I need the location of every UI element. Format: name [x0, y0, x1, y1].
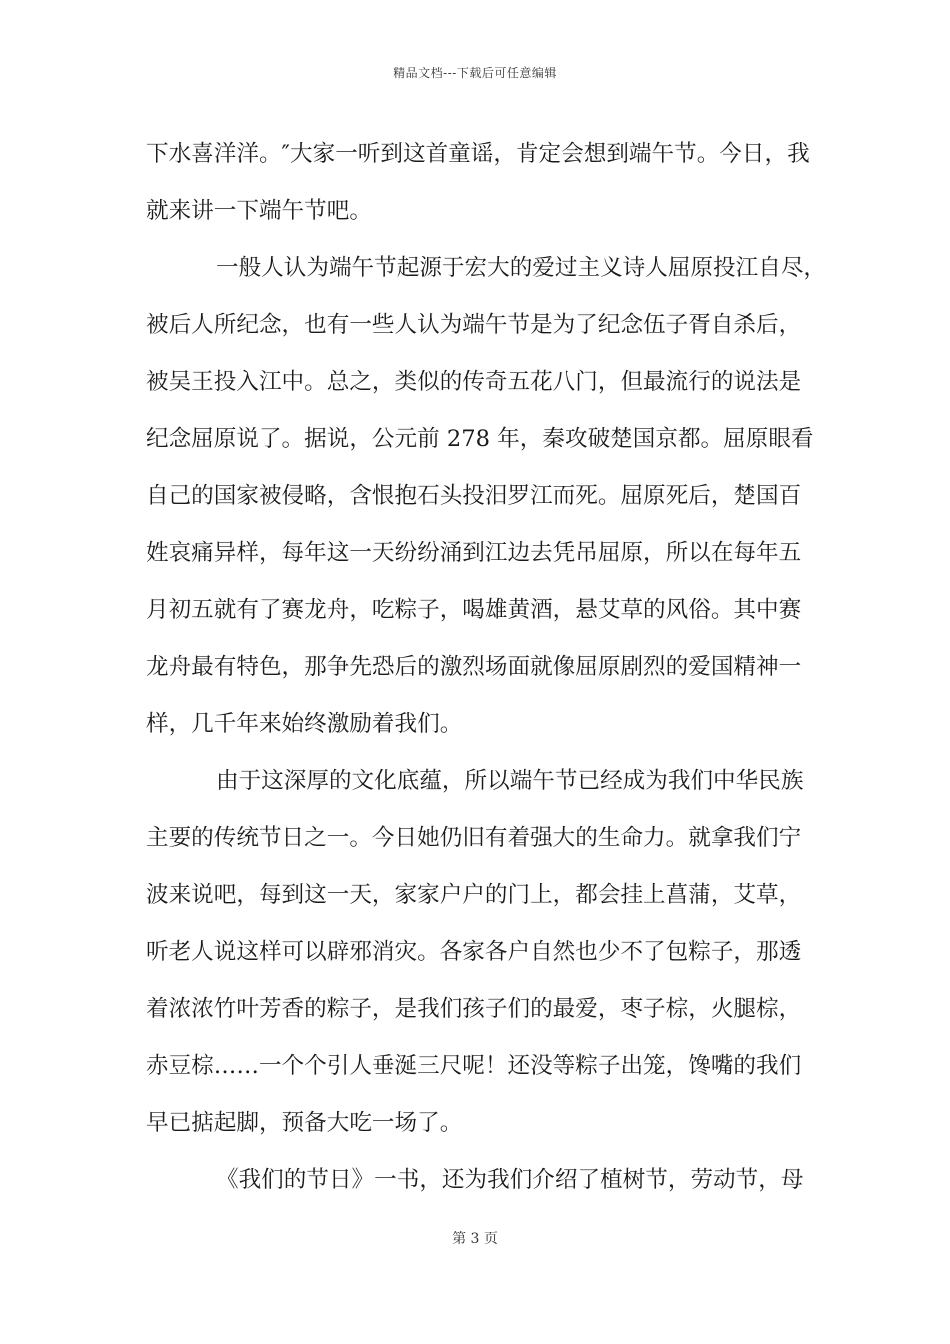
text-line: 纪念屈原说了。据说，公元前 278 年，秦攻破楚国京都。屈原眼看 [146, 426, 814, 452]
text-line: 就来讲一下端午节吧。 [146, 198, 372, 224]
text-line: 赤豆棕……一个个引人垂涎三尺呢！还没等粽子出笼，馋嘴的我们 [146, 1053, 802, 1079]
page-number: 第 3 页 [452, 1231, 498, 1247]
text-line: 姓哀痛异样，每年这一天纷纷涌到江边去凭吊屈原，所以在每年五 [146, 540, 802, 566]
text-line: 被后人所纪念，也有一些人认为端午节是为了纪念伍子胥自杀后， [146, 312, 802, 338]
text-line: 主要的传统节日之一。今日她仍旧有着强大的生命力。就拿我们宁 [146, 825, 802, 851]
text-line: 被吴王投入江中。总之，类似的传奇五花八门，但最流行的说法是 [146, 369, 802, 395]
text-line: 听老人说这样可以辟邪消灾。各家各户自然也少不了包粽子，那透 [146, 939, 802, 965]
text-line: 波来说吧，每到这一天，家家户户的门上，都会挂上菖蒲，艾草， [146, 882, 802, 908]
text-line: 着浓浓竹叶芳香的粽子，是我们孩子们的最爱，枣子棕，火腿棕， [146, 996, 802, 1022]
text-line: 一般人认为端午节起源于宏大的爱过主义诗人屈原投江自尽， [216, 255, 827, 281]
text-line: 龙舟最有特色，那争先恐后的激烈场面就像屈原剧烈的爱国精神一 [146, 654, 802, 680]
text-line: 样，几千年来始终激励着我们。 [146, 711, 463, 737]
page-header: 精品文档---下载后可任意编辑 [393, 66, 557, 80]
text-line: 月初五就有了赛龙舟，吃粽子，喝雄黄酒，悬艾草的风俗。其中赛 [146, 597, 802, 623]
text-line: 下水喜洋洋。″大家一听到这首童谣，肯定会想到端午节。今日，我 [146, 141, 810, 167]
text-line: 《我们的节日》一书，还为我们介绍了植树节，劳动节，母 [216, 1167, 804, 1193]
text-line: 早已掂起脚，预备大吃一场了。 [146, 1110, 463, 1136]
document-body [146, 128, 827, 1211]
text-line: 由于这深厚的文化底蕴，所以端午节已经成为我们中华民族 [216, 768, 804, 794]
text-line: 自己的国家被侵略，含恨抱石头投汨罗江而死。屈原死后，楚国百 [146, 483, 802, 509]
